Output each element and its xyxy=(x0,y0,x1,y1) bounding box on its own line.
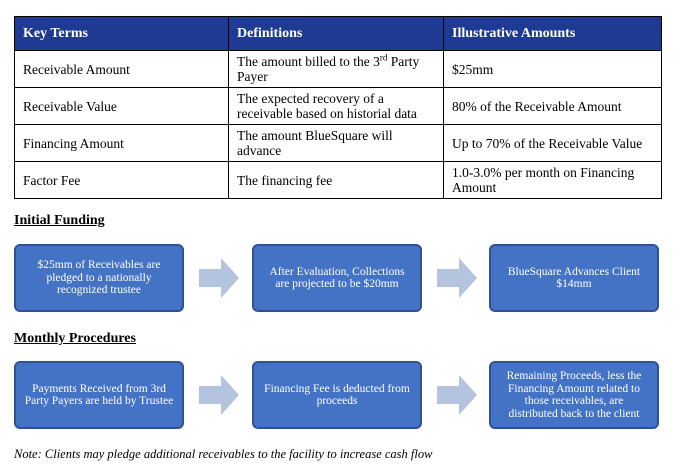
table-header-row xyxy=(15,17,662,51)
key-terms-table xyxy=(14,16,662,199)
table-row xyxy=(15,88,662,125)
monthly-step-payments: Payments Received from 3rd Party Payers are held by Trustee xyxy=(14,361,184,429)
amount-cell: 1.0-3.0% per month on Financing Amount xyxy=(444,162,662,199)
amount-cell: 80% of the Receivable Amount xyxy=(444,88,662,125)
definition-text-end: Party Payer xyxy=(237,54,420,84)
monthly-step-distribution: Remaining Proceeds, less the Financing Amount related to those receivables, are distributed back to the client xyxy=(489,361,659,429)
right-arrow-icon xyxy=(437,375,477,415)
initial-funding-heading: Initial Funding xyxy=(14,213,105,228)
table-row xyxy=(15,125,662,162)
term-cell: Financing Amount xyxy=(15,125,229,162)
term-cell: Receivable Value xyxy=(15,88,229,125)
initial-step-evaluation: After Evaluation, Collections are projected to be $20mm xyxy=(252,244,422,312)
amount-cell: $25mm xyxy=(444,51,662,88)
right-arrow-icon xyxy=(437,258,477,298)
table-row xyxy=(15,162,662,199)
footnote: Note: Clients may pledge additional receivables to the facility to increase cash flow xyxy=(14,447,433,461)
monthly-step-fee: Financing Fee is deducted from proceeds xyxy=(252,361,422,429)
definition-cell: The expected recovery of a receivable based on historial data xyxy=(229,88,444,125)
ordinal-suffix: rd xyxy=(379,52,388,63)
header-key-terms: Key Terms xyxy=(15,17,229,51)
table-row xyxy=(15,51,662,88)
definition-cell: The financing fee xyxy=(229,162,444,199)
definition-cell xyxy=(229,51,444,88)
right-arrow-icon xyxy=(199,258,239,298)
right-arrow-icon xyxy=(199,375,239,415)
amount-cell: Up to 70% of the Receivable Value xyxy=(444,125,662,162)
definition-cell: The amount BlueSquare will advance xyxy=(229,125,444,162)
monthly-procedures-heading: Monthly Procedures xyxy=(14,331,136,346)
term-cell: Receivable Amount xyxy=(15,51,229,88)
term-cell: Factor Fee xyxy=(15,162,229,199)
header-definitions: Definitions xyxy=(229,17,444,51)
initial-step-advance: BlueSquare Advances Client $14mm xyxy=(489,244,659,312)
definition-text: The amount billed to the 3 xyxy=(237,54,380,69)
header-illustrative-amounts: Illustrative Amounts xyxy=(444,17,662,51)
initial-step-pledge: $25mm of Receivables are pledged to a nationally recognized trustee xyxy=(14,244,184,312)
